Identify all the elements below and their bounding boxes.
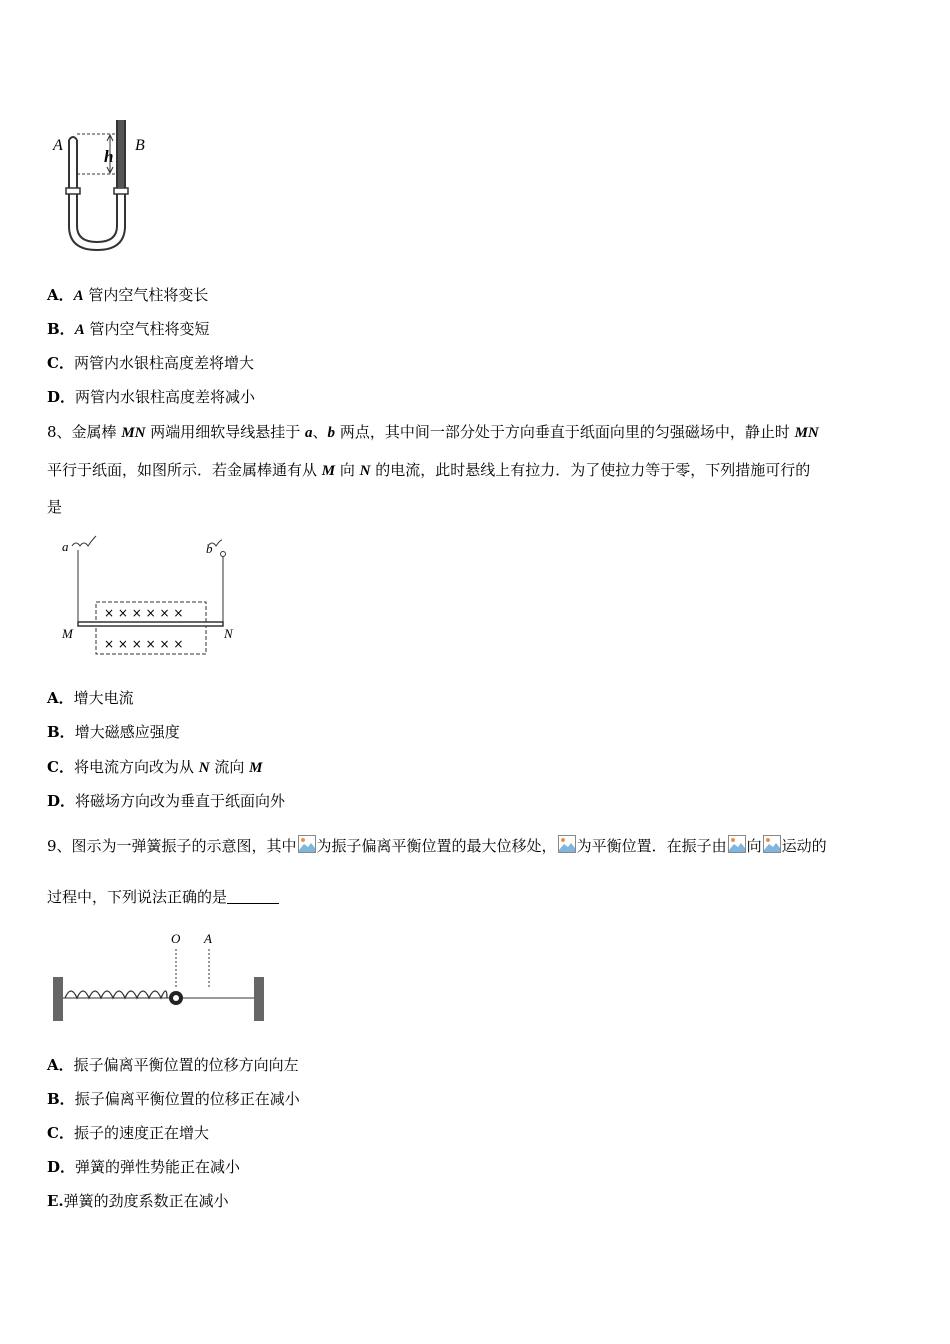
tube-b-label: B (135, 137, 145, 154)
point-a-label: A (204, 931, 212, 946)
broken-image-icon (763, 835, 781, 853)
rod-magnetic-field-figure (58, 528, 248, 658)
q9-option-c[interactable]: C．振子的速度正在增大 (47, 1124, 209, 1142)
q8-stem-line1: 8、金属棒 MN 两端用细软导线悬挂于 a、b 两点，其中间一部分处于方向垂直于纸面向里的匀强磁场中，静止时 MN (47, 423, 819, 441)
q8-stem-line2: 平行于纸面，如图所示．若金属棒通有从 M 向 N 的电流，此时悬线上有拉力．为了使拉力等于零，下列措施可行的 (47, 461, 811, 479)
q8-option-c[interactable]: C．将电流方向改为从 N 流向 M (47, 758, 263, 776)
q9-option-d[interactable]: D．弹簧的弹性势能正在减小 (47, 1158, 241, 1176)
u-tube-figure (47, 108, 162, 268)
q9-stem-line2: 过程中，下列说法正确的是 (47, 887, 279, 907)
q9-option-b[interactable]: B．振子偏离平衡位置的位移正在减小 (47, 1090, 300, 1108)
broken-image-icon (728, 835, 746, 853)
q8-option-d[interactable]: D．将磁场方向改为垂直于纸面向外 (47, 792, 286, 810)
q7-option-c[interactable]: C．两管内水银柱高度差将增大 (47, 354, 254, 372)
point-a-label: a (62, 539, 69, 554)
q9-stem-line1: 9、图示为一弹簧振子的示意图，其中 为振子偏离平衡位置的最大位移处， 为平衡位置．在振子由 向 运动的 (47, 837, 827, 855)
q9-option-e[interactable]: E.弹簧的劲度系数正在减小 (47, 1192, 229, 1210)
field-row-top: × × × × × × (104, 606, 184, 620)
q8-option-a[interactable]: A．增大电流 (47, 689, 134, 707)
answer-blank[interactable] (227, 889, 279, 904)
rod-m-label: M (62, 626, 73, 641)
point-o-label: O (171, 931, 181, 946)
spring-oscillator-figure (47, 925, 272, 1030)
point-b-label: b (206, 541, 213, 556)
q8-stem-line3: 是 (47, 498, 63, 516)
field-row-bottom: × × × × × × (104, 637, 184, 651)
height-h-label: h (104, 147, 114, 166)
broken-image-icon (298, 835, 316, 853)
q7-option-b[interactable]: B．A 管内空气柱将变短 (47, 320, 210, 338)
tube-a-label: A (53, 137, 63, 154)
broken-image-icon (558, 835, 576, 853)
q7-option-d[interactable]: D．两管内水银柱高度差将减小 (47, 388, 256, 406)
q9-option-a[interactable]: A．振子偏离平衡位置的位移方向向左 (47, 1056, 299, 1074)
q7-option-a[interactable]: A．A 管内空气柱将变长 (47, 286, 209, 304)
rod-n-label: N (224, 626, 233, 641)
q8-option-b[interactable]: B．增大磁感应强度 (47, 723, 180, 741)
